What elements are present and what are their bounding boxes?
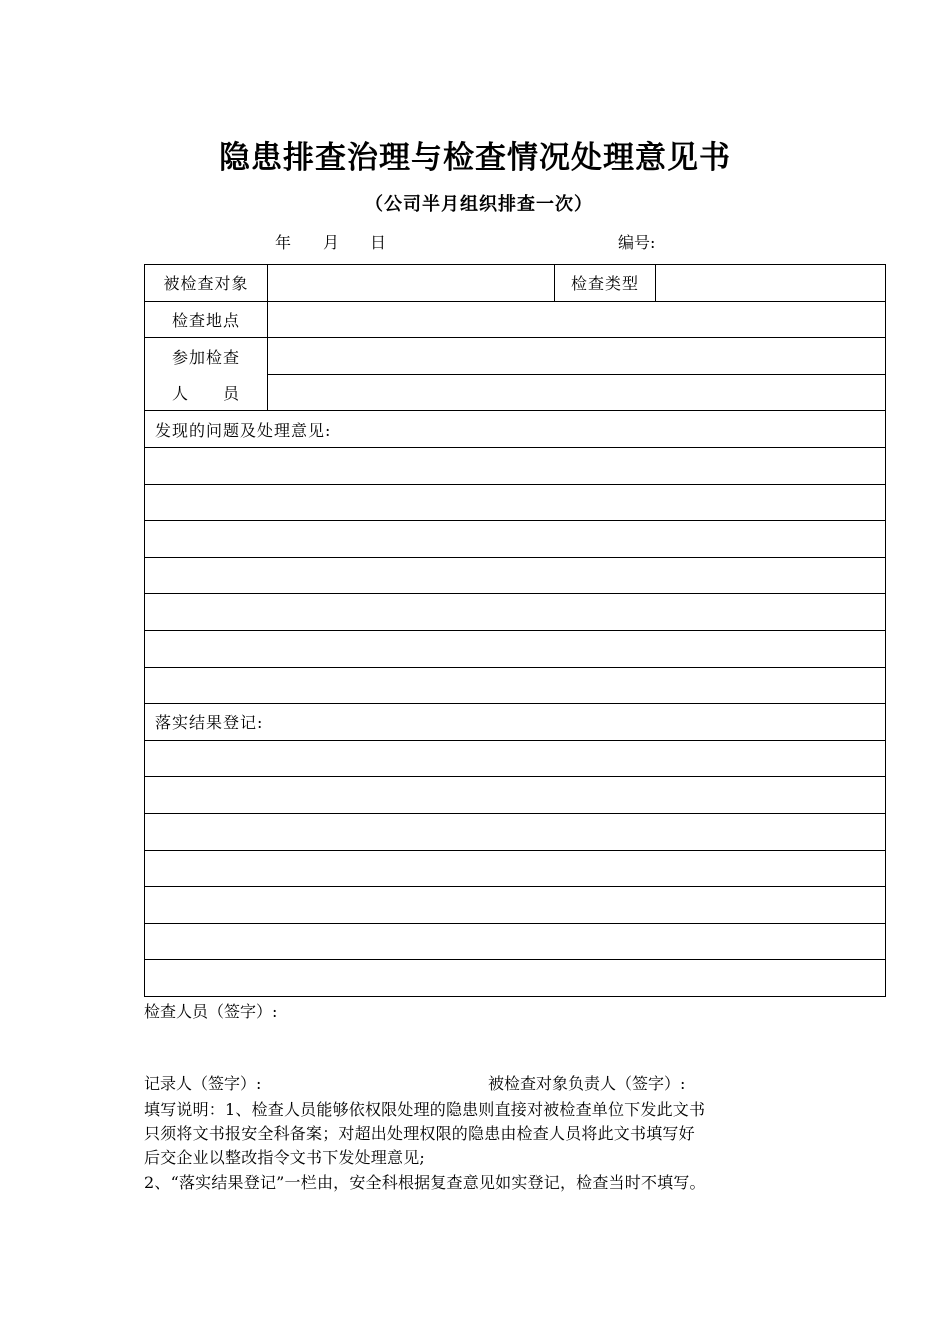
issues-line-field[interactable]: [145, 484, 886, 521]
date-day-label: 日: [370, 233, 387, 252]
result-line-field[interactable]: [145, 887, 886, 924]
form-row-participants-2: [145, 374, 886, 411]
date-year-label: 年: [275, 233, 292, 252]
result-header-row: [145, 704, 886, 741]
document-title: 隐患排查治理与检查情况处理意见书: [219, 140, 731, 176]
issues-line: [145, 667, 886, 704]
document-subtitle: （公司半月组织排查一次）: [365, 194, 593, 215]
issues-line: [145, 557, 886, 594]
instruction-note: 填写说明：1、检查人员能够依权限处理的隐患则直接对被检查单位下发此文书: [144, 1100, 706, 1119]
date-month-label: 月: [323, 233, 340, 252]
result-line-field[interactable]: [145, 960, 886, 997]
instruction-note: 只须将文书报安全科备案；对超出处理权限的隐患由检查人员将此文书填写好: [144, 1124, 695, 1143]
instruction-note: 后交企业以整改指令文书下发处理意见;: [144, 1148, 425, 1167]
issues-line-field[interactable]: [145, 630, 886, 667]
issues-header-row: [145, 411, 886, 448]
result-line: [145, 887, 886, 924]
form-row-location: [145, 301, 886, 338]
result-line-field[interactable]: [145, 850, 886, 887]
result-line-field[interactable]: [145, 777, 886, 814]
issues-line-field[interactable]: [145, 557, 886, 594]
result-line: [145, 740, 886, 777]
result-line: [145, 777, 886, 814]
participants-field-1[interactable]: [268, 338, 886, 375]
participants-field-2[interactable]: [268, 374, 886, 411]
result-line: [145, 923, 886, 960]
location-field[interactable]: [268, 301, 886, 338]
inspected-target-field[interactable]: [268, 265, 555, 302]
inspection-type-field[interactable]: [656, 265, 886, 302]
instruction-note: 2、“落实结果登记”一栏由，安全科根据复查意见如实登记，检查当时不填写。: [144, 1173, 706, 1192]
issues-line-field[interactable]: [145, 594, 886, 631]
result-line: [145, 960, 886, 997]
location-label: 检查地点: [145, 301, 268, 338]
result-line-field[interactable]: [145, 740, 886, 777]
inspection-form-table: [144, 264, 886, 997]
participants-label-line1: 参加检查: [145, 338, 268, 375]
issues-line: [145, 484, 886, 521]
target-head-signature-label: 被检查对象负责人（签字）:: [488, 1074, 686, 1093]
inspected-target-label: 被检查对象: [145, 265, 268, 302]
participants-label-line2: 人 员: [145, 374, 268, 411]
issues-label: 发现的问题及处理意见:: [145, 411, 886, 448]
result-line: [145, 813, 886, 850]
inspection-type-label: 检查类型: [555, 265, 656, 302]
result-line: [145, 850, 886, 887]
issues-line-field[interactable]: [145, 667, 886, 704]
issues-line: [145, 521, 886, 558]
issues-line: [145, 594, 886, 631]
result-line-field[interactable]: [145, 923, 886, 960]
issues-line: [145, 630, 886, 667]
serial-number-label: 编号:: [618, 233, 656, 252]
issues-line: [145, 447, 886, 484]
form-row-target: [145, 265, 886, 302]
issues-line-field[interactable]: [145, 447, 886, 484]
inspector-signature-label: 检查人员（签字）:: [144, 1002, 278, 1021]
form-row-participants-1: [145, 338, 886, 375]
result-line-field[interactable]: [145, 813, 886, 850]
result-label: 落实结果登记:: [145, 704, 886, 741]
issues-line-field[interactable]: [145, 521, 886, 558]
recorder-signature-label: 记录人（签字）:: [144, 1074, 262, 1093]
